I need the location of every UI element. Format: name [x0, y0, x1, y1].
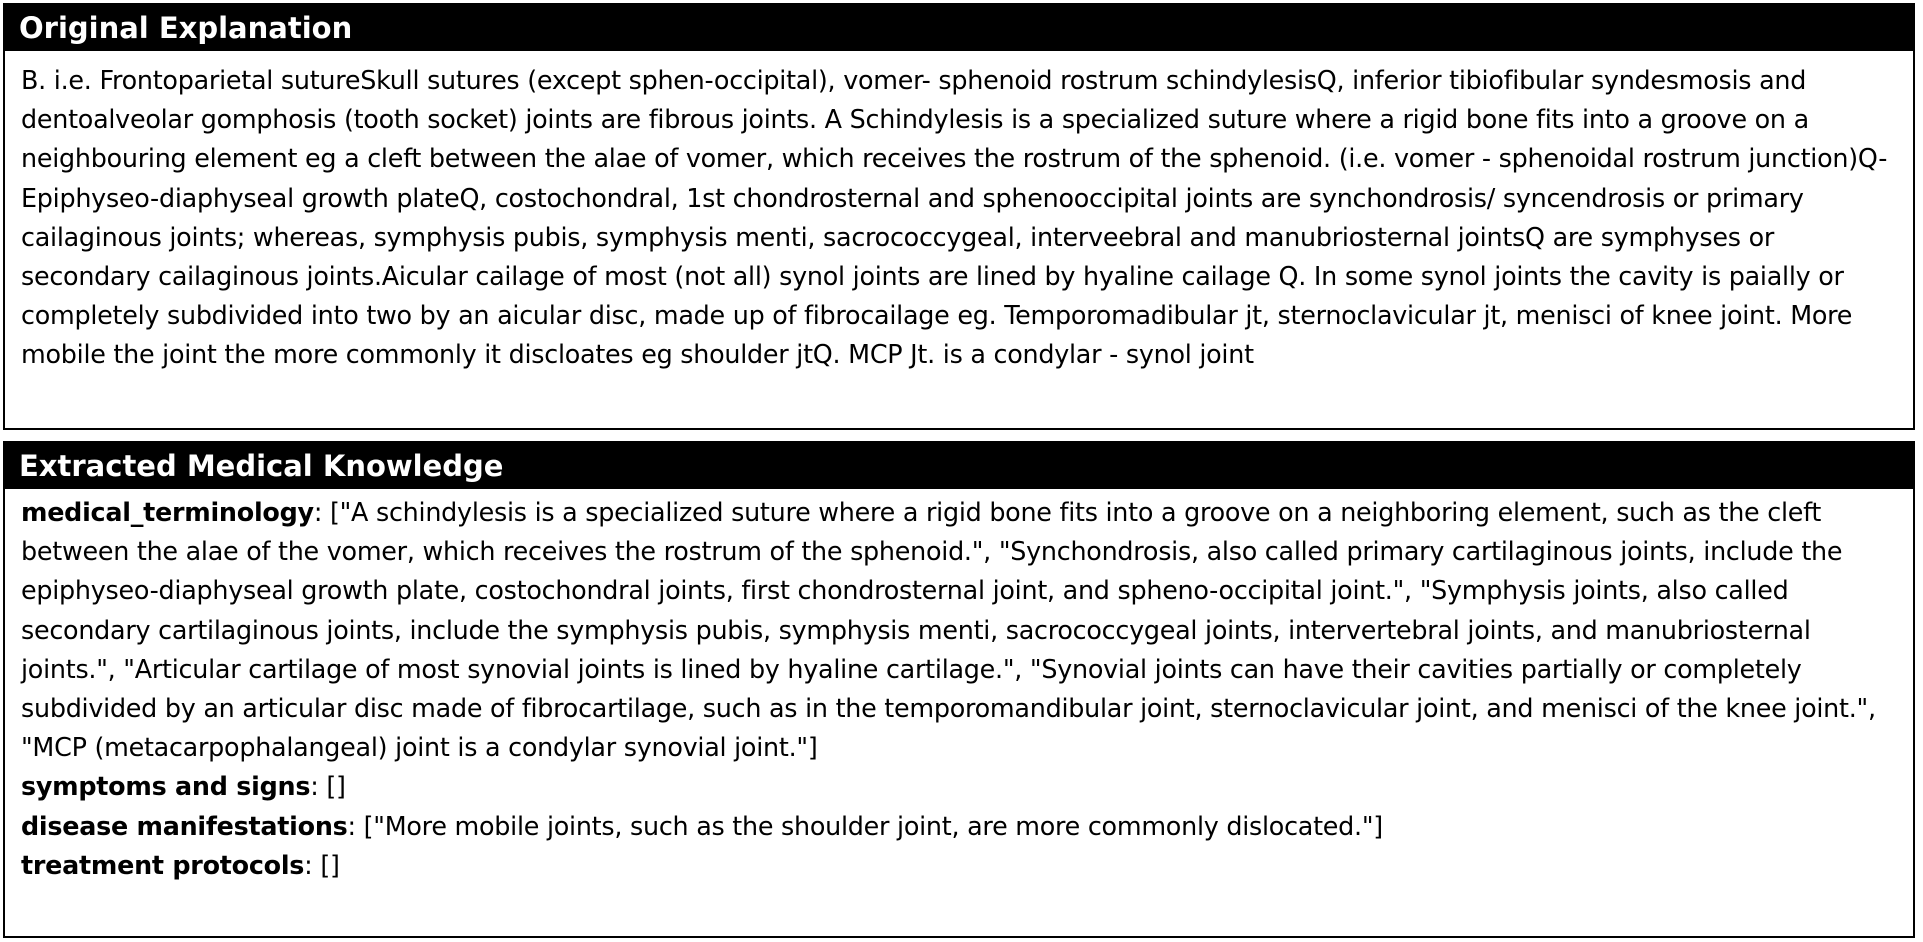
extracted-knowledge-panel — [3, 441, 1915, 938]
key-value-separator: : — [313, 497, 330, 527]
original-explanation-panel — [3, 3, 1915, 430]
extracted-knowledge-header: Extracted Medical Knowledge — [5, 443, 1913, 489]
knowledge-row-treatment-protocols — [21, 846, 1899, 885]
original-explanation-header: Original Explanation — [5, 5, 1913, 51]
key-value-separator: : — [347, 810, 364, 841]
key-value-separator: : — [310, 771, 327, 802]
extracted-knowledge-body — [5, 489, 1913, 885]
key-value-separator: : — [304, 849, 321, 880]
knowledge-key: disease manifestations — [21, 810, 348, 841]
knowledge-value: [] — [326, 771, 346, 802]
knowledge-key: medical_terminology — [21, 497, 314, 527]
knowledge-key: symptoms and signs — [21, 771, 311, 802]
knowledge-key: treatment protocols — [21, 849, 305, 880]
knowledge-row-symptoms-and-signs — [21, 767, 1899, 806]
knowledge-value: ["A schindylesis is a specialized suture where a rigid bone fits into a groove on a neighboring element, such as the cleft between the alae of the vomer, which receives the rostrum of the sphenoid.", "Synchondrosis, also called primary cartilaginous joints, include the epiphyseo-diaphyseal growth plate, costochondral joints, first chondrosternal joint, and spheno-occipital joint.", "Symphysis joints, also called secondary cartilaginous joints, include the symphysis pubis, symphysis menti, sacrococcygeal joints, intervertebral joints, and manubriosternal joints.", "Articular cartilage of most synovial joints is lined by hyaline cartilage.", "Synovial joints can have their cavities partially or completely subdivided by an articular disc made of fibrocartilage, such as in the temporomandibular joint, sternoclavicular joint, and menisci of the knee joint.", "MCP (metacarpophalangeal) joint is a condylar synovial joint."] — [21, 497, 1876, 763]
knowledge-value: [] — [320, 849, 340, 880]
knowledge-row-medical-terminology — [21, 493, 1899, 767]
knowledge-value: ["More mobile joints, such as the shoulder joint, are more commonly dislocated."] — [363, 810, 1383, 841]
knowledge-row-disease-manifestations — [21, 807, 1899, 846]
original-explanation-text: B. i.e. Frontoparietal sutureSkull sutures (except sphen-occipital), vomer- sphenoid rostrum schindylesisQ, inferior tibiofibular syndesmosis and dentoalveolar gomphosis (tooth socket) joints are fibrous joints. A Schindylesis is a specialized suture where a rigid bone fits into a groove on a neighbouring element eg a cleft between the alae of vomer, which receives the rostrum of the sphenoid. (i.e. vomer - sphenoidal rostrum junction)Q- Epiphyseo-diaphyseal growth plateQ, costochondral, 1st chondrosternal and sphenooccipital joints are synchondrosis/ syncendrosis or primary cailaginous joints; whereas, symphysis pubis, symphysis menti, sacrococcygeal, interveebral and manubriosternal jointsQ are symphyses or secondary cailaginous joints.Aicular cailage of most (not all) synol joints are lined by hyaline cailage Q. In some synol joints the cavity is paially or completely subdivided into two by an aicular disc, made up of fibrocailage eg. Temporomadibular jt, sternoclavicular jt, menisci of knee joint. More mobile the joint the more commonly it discloates eg shoulder jtQ. MCP Jt. is a condylar - synol joint — [21, 65, 1888, 370]
